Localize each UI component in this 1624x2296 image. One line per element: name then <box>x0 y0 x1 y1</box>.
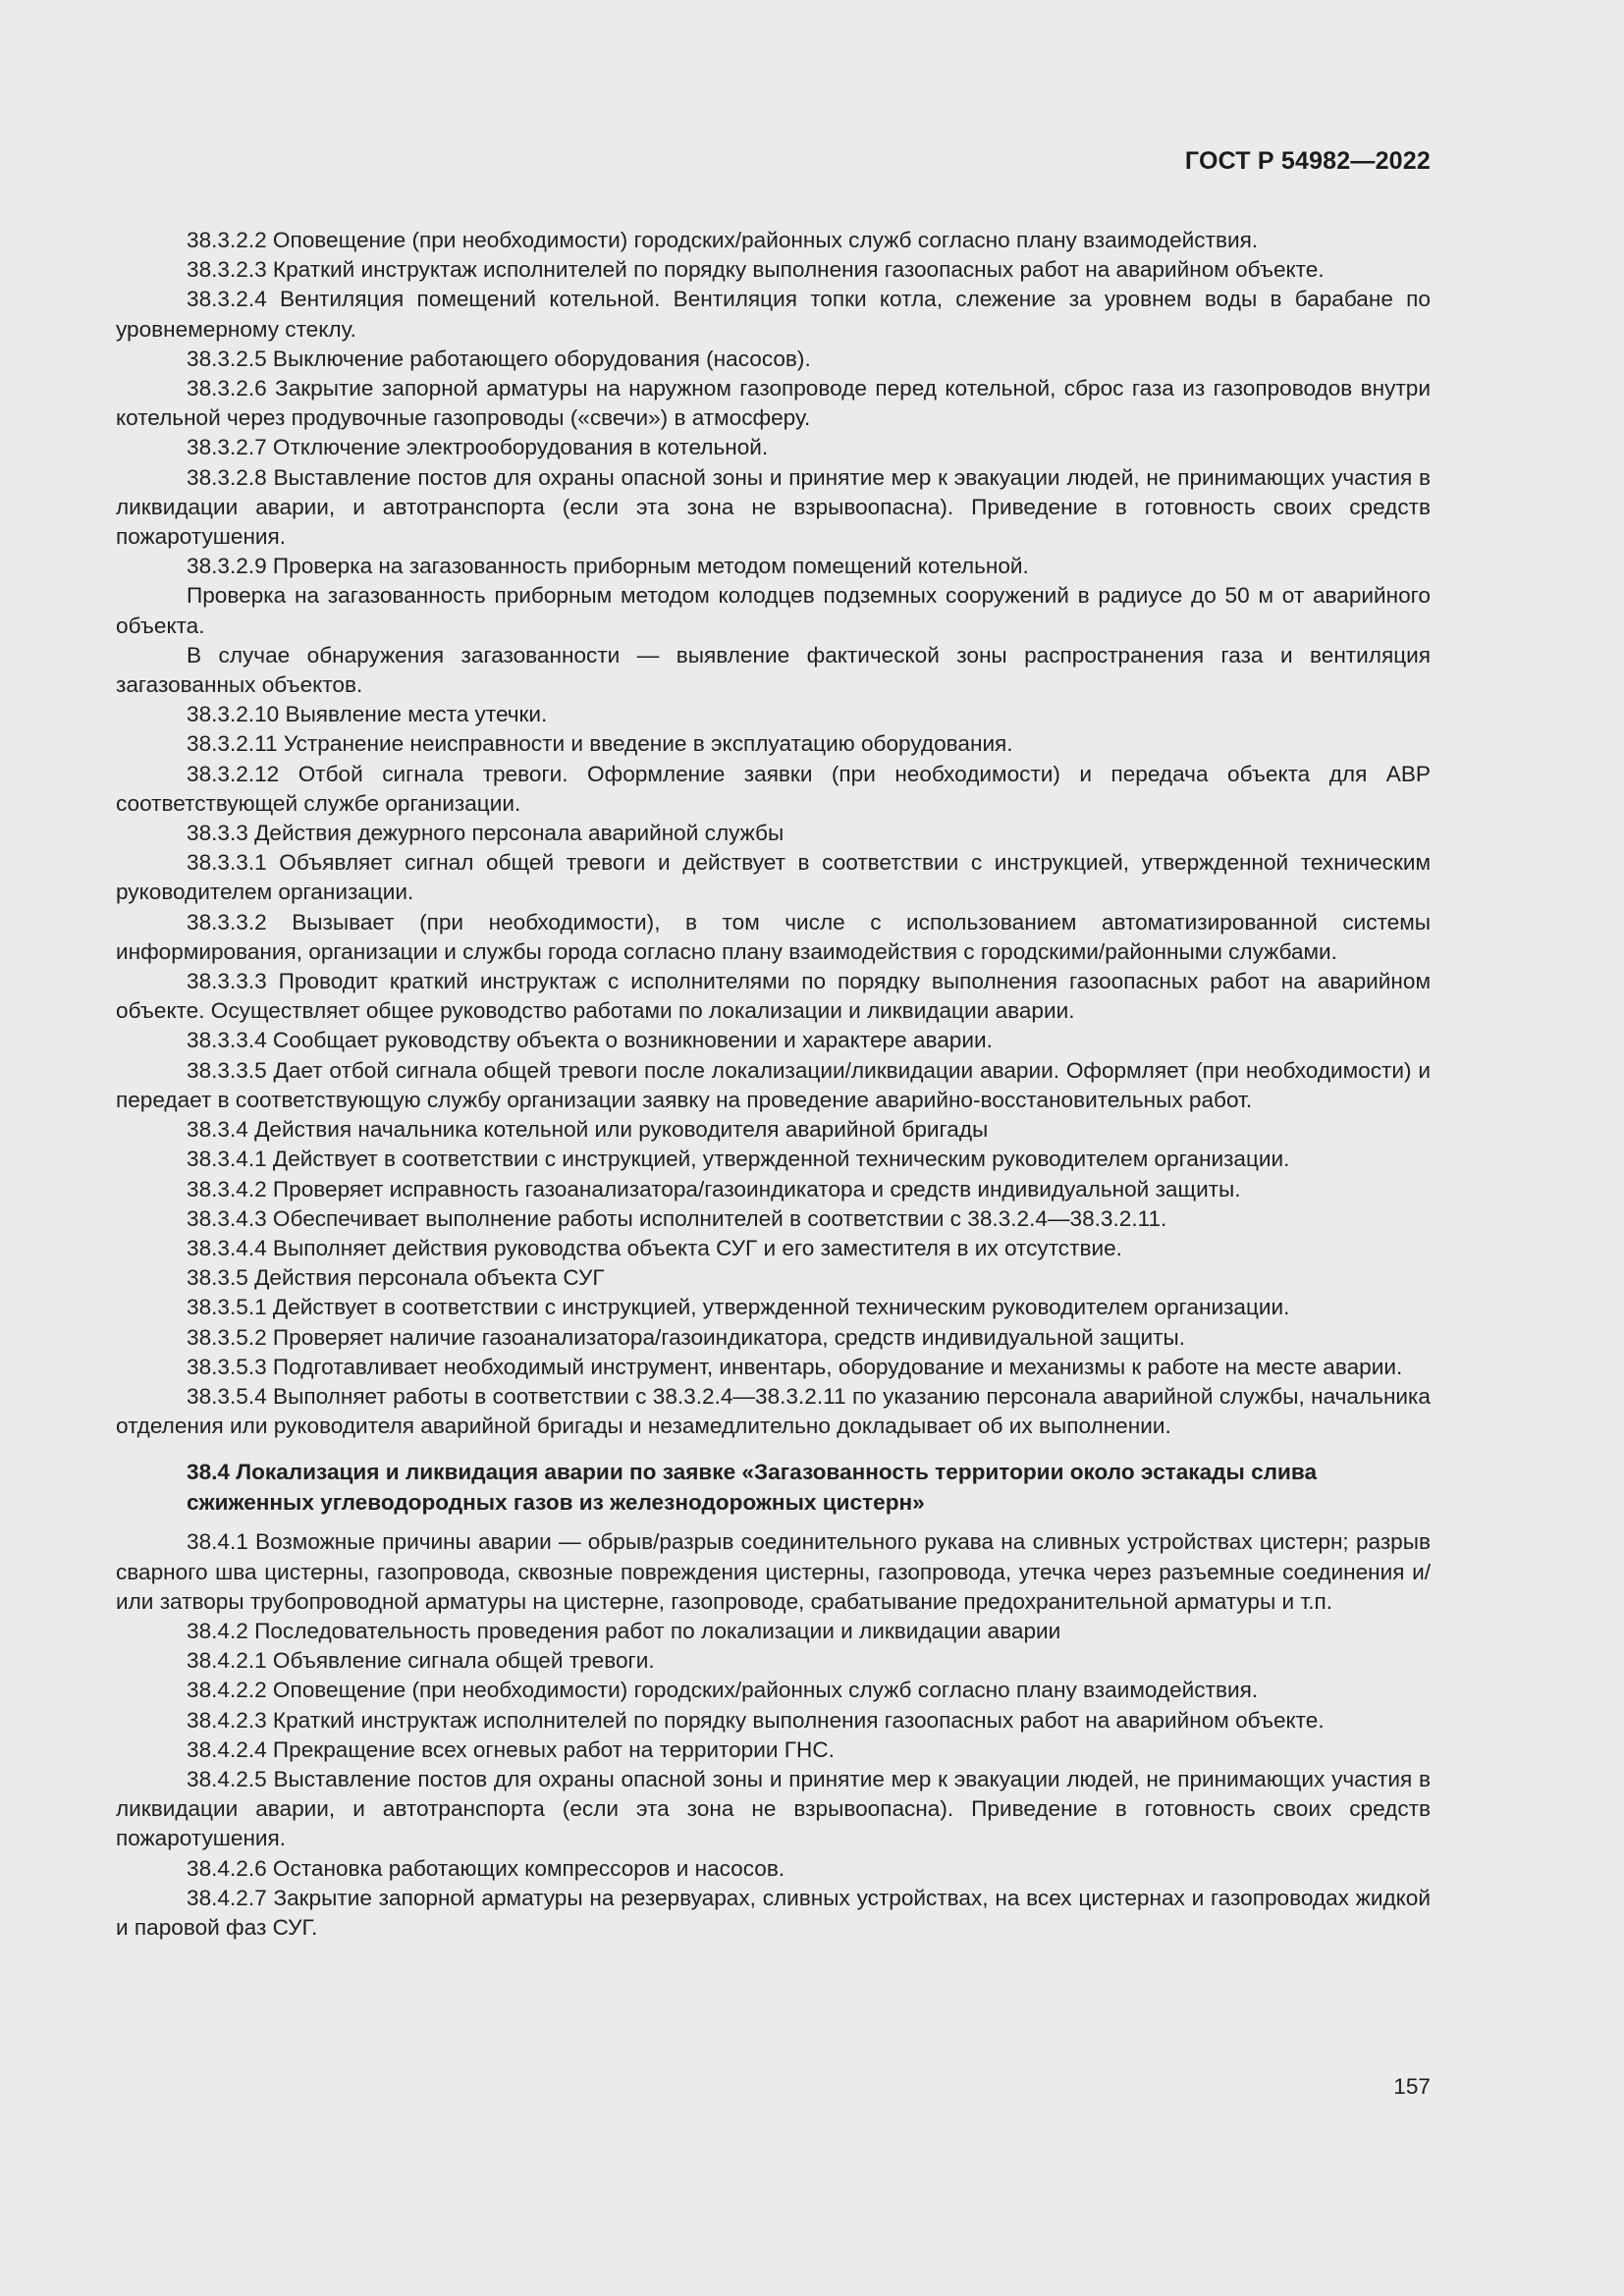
paragraph: 38.3.2.8 Выставление постов для охраны опасной зоны и принятие мер к эвакуации людей, не принимающих участия в ликвидации аварии, и автотранспорта (если эта зона не взрывоопасна). Приведение в готовность своих средств пожаротушения. <box>116 464 1431 550</box>
paragraph: 38.3.4.4 Выполняет действия руководства объекта СУГ и его заместителя в их отсутствие. <box>187 1235 1122 1260</box>
paragraph: 38.3.2.12 Отбой сигнала тревоги. Оформление заявки (при необходимости) и передача объекта для АВР соответствующей службе организации. <box>116 761 1431 816</box>
paragraph: 38.3.4.1 Действует в соответствии с инструкцией, утвержденной техническим руководителем организации. <box>187 1147 1290 1172</box>
paragraph: 38.3.2.3 Краткий инструктаж исполнителей по порядку выполнения газоопасных работ на аварийном объекте. <box>187 257 1325 283</box>
paragraph: Проверка на загазованность приборным методом колодцев подземных сооружений в радиусе до 50 м от аварийного объекта. <box>116 583 1431 638</box>
page-number: 157 <box>1393 2074 1431 2099</box>
paragraph: 38.3.2.10 Выявление места утечки. <box>187 702 548 727</box>
paragraph: 38.3.2.2 Оповещение (при необходимости) городских/районных служб согласно плану взаимодействия. <box>187 228 1259 252</box>
paragraph: 38.3.4.2 Проверяет исправность газоанализатора/газоиндикатора и средств индивидуальной защиты. <box>187 1176 1241 1201</box>
paragraph: 38.4.2.5 Выставление постов для охраны опасной зоны и принятие мер к эвакуации людей, не принимающих участия в ликвидации аварии, и автотранспорта (если эта зона не взрывоопасна). Приведение в готовность своих средств пожаротушения. <box>116 1766 1431 1851</box>
paragraph: 38.3.2.9 Проверка на загазованность приборным методом помещений котельной. <box>187 554 1029 579</box>
paragraph: 38.3.3.1 Объявляет сигнал общей тревоги и действует в соответствии с инструкцией, утвержденной техническим руководителем организации. <box>116 850 1431 905</box>
paragraph: 38.3.2.6 Закрытие запорной арматуры на наружном газопроводе перед котельной, сброс газа из газопроводов внутри котельной через продувочные газопроводы («свечи») в атмосферу. <box>116 376 1431 431</box>
paragraph: 38.4.2.6 Остановка работающих компрессоров и насосов. <box>187 1855 785 1881</box>
document-code: ГОСТ Р 54982—2022 <box>1184 147 1431 175</box>
paragraph: 38.3.5.4 Выполняет работы в соответствии с 38.3.2.4—38.3.2.11 по указанию персонала аварийной службы, начальника отделения или руководителя аварийной бригады и незамедлительно докладывает об их выполнении. <box>116 1383 1431 1439</box>
paragraph: 38.3.5.3 Подготавливает необходимый инструмент, инвентарь, оборудование и механизмы к работе на месте аварии. <box>187 1354 1403 1379</box>
paragraph: 38.3.4.3 Обеспечивает выполнение работы исполнителей в соответствии с 38.3.2.4—38.3.2.11. <box>187 1205 1167 1231</box>
paragraph: 38.4.2.1 Объявление сигнала общей тревоги. <box>187 1648 655 1674</box>
paragraph: 38.3.3.4 Сообщает руководству объекта о возникновении и характере аварии. <box>187 1028 993 1053</box>
paragraph: 38.3.3.2 Вызывает (при необходимости), в том числе с использованием автоматизированной системы информирования, организации и службы города согласно плану взаимодействия с городскими/районными службами. <box>116 909 1431 964</box>
paragraph: 38.3.5 Действия персонала объекта СУГ <box>187 1265 605 1291</box>
paragraph: В случае обнаружения загазованности — выявление фактической зоны распространения газа и вентиляция загазованных объектов. <box>116 642 1431 698</box>
paragraph: 38.4.2.7 Закрытие запорной арматуры на резервуарах, сливных устройствах, на всех цистернах и газопроводах жидкой и паровой фаз СУГ. <box>116 1885 1431 1940</box>
paragraph: 38.3.5.2 Проверяет наличие газоанализатора/газоиндикатора, средств индивидуальной защиты. <box>187 1324 1186 1350</box>
paragraph: 38.4.2 Последовательность проведения работ по локализации и ликвидации аварии <box>187 1618 1061 1643</box>
paragraph: 38.3.2.7 Отключение электрооборудования в котельной. <box>187 435 769 460</box>
paragraph: 38.4.2.4 Прекращение всех огневых работ на территории ГНС. <box>187 1736 835 1762</box>
paragraph: 38.3.2.4 Вентиляция помещений котельной. Вентиляция топки котла, слежение за уровнем воды в барабане по уровнемерному стеклу. <box>116 287 1431 342</box>
paragraph: 38.4.2.3 Краткий инструктаж исполнителей по порядку выполнения газоопасных работ на аварийном объекте. <box>187 1707 1325 1733</box>
paragraph: 38.3.3 Действия дежурного персонала аварийной службы <box>187 821 785 846</box>
paragraph: 38.3.3.5 Дает отбой сигнала общей тревоги после локализации/ликвидации аварии. Оформляет (при необходимости) и передает в соответствующую службу организации заявку на проведение аварийно-восстановительных работ. <box>116 1057 1431 1112</box>
paragraph: 38.3.5.1 Действует в соответствии с инструкцией, утвержденной техническим руководителем организации. <box>187 1295 1290 1320</box>
paragraph: 38.4.2.2 Оповещение (при необходимости) городских/районных служб согласно плану взаимодействия. <box>187 1678 1259 1703</box>
paragraph: 38.3.2.5 Выключение работающего оборудования (насосов). <box>187 346 811 371</box>
paragraph: 38.3.4 Действия начальника котельной или руководителя аварийной бригады <box>187 1117 989 1143</box>
paragraph-list <box>116 226 1431 1441</box>
paragraph: 38.4.1 Возможные причины аварии — обрыв/разрыв соединительного рукава на сливных устройствах цистерн; разрыв сварного шва цистерны, газопровода, сквозные повреждения цистерны, газопровода, утечка через разъемные соединения и/или затворы трубопроводной арматуры на цистерне, газопроводе, срабатывание предохранительной арматуры и т.п. <box>116 1529 1431 1614</box>
document-body <box>116 226 1431 1943</box>
section-heading: 38.4 Локализация и ликвидация аварии по заявке «Загазованность территории около эстакады слива сжиженных углеводородных газов из железнодорожных цистерн» <box>187 1460 1318 1516</box>
paragraph: 38.3.2.11 Устранение неисправности и введение в эксплуатацию оборудования. <box>187 731 1013 757</box>
paragraph: 38.3.3.3 Проводит краткий инструктаж с исполнителями по порядку выполнения газоопасных работ на аварийном объекте. Осуществляет общее руководство работами по локализации и ликвидации аварии. <box>116 969 1431 1024</box>
paragraph-list-after-heading <box>116 1527 1431 1943</box>
